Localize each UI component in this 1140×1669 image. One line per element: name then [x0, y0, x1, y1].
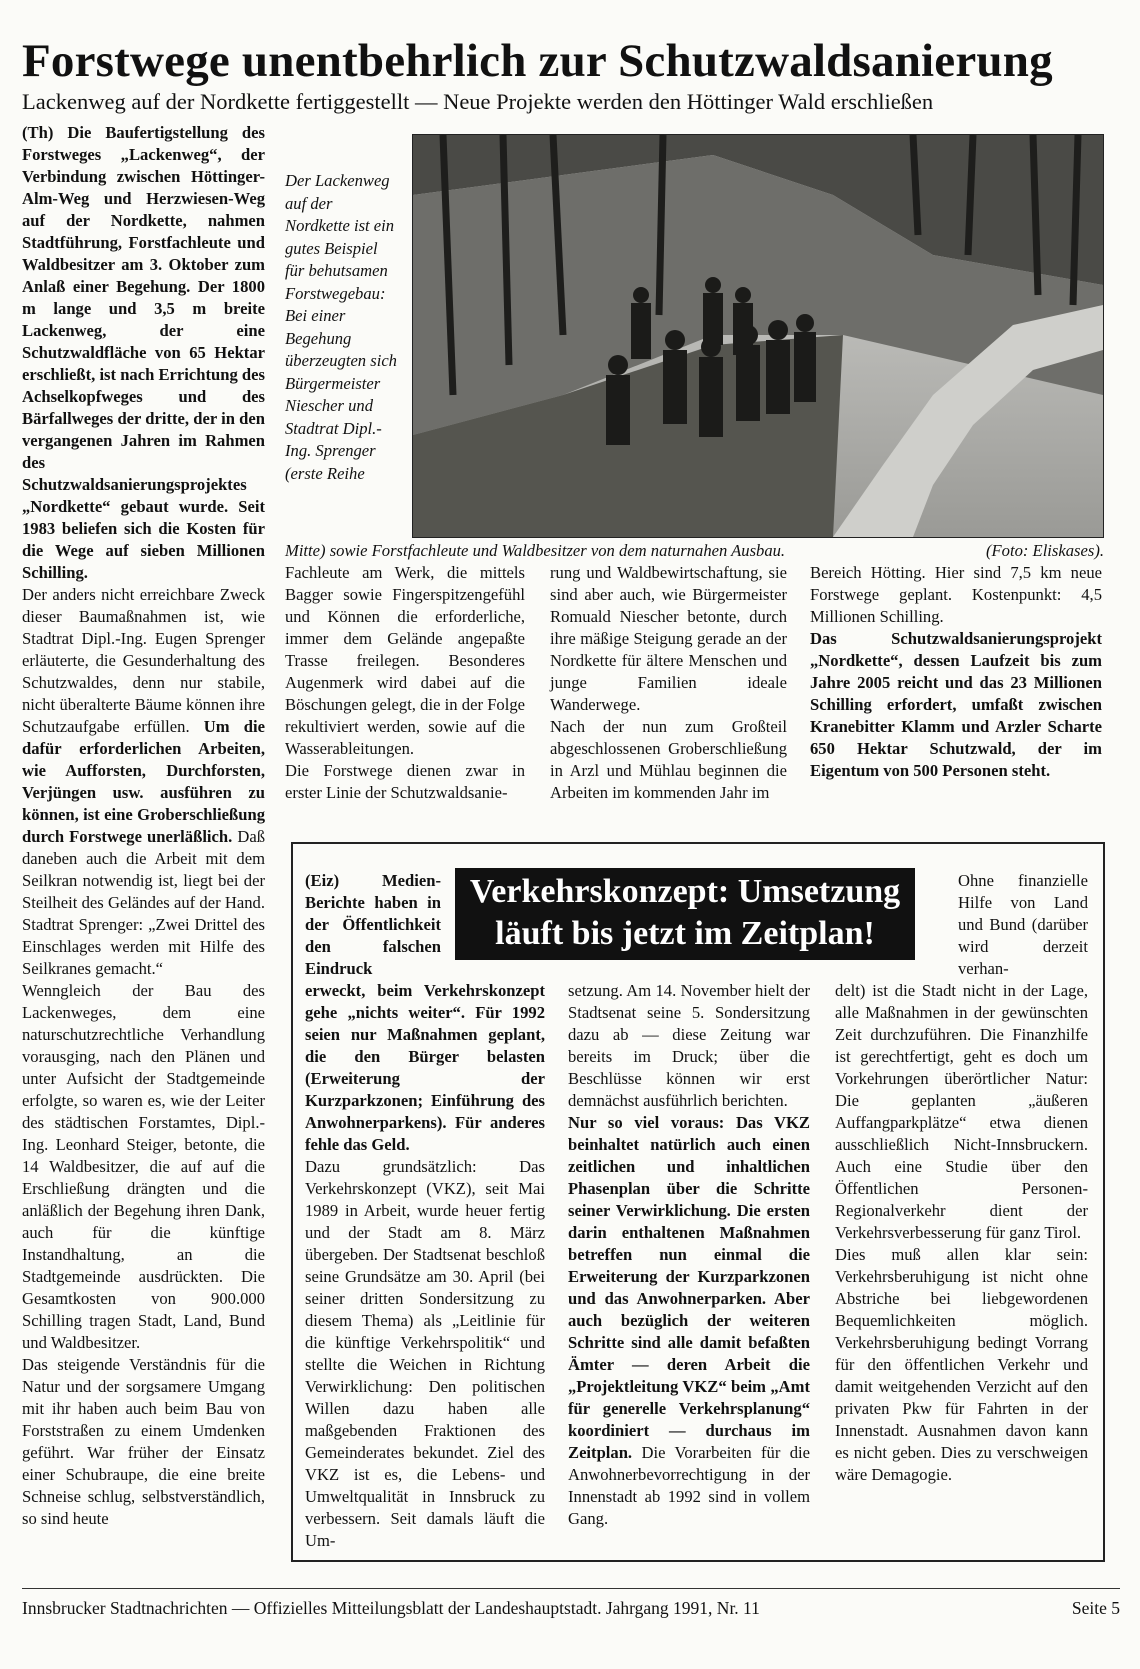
column-2 [285, 562, 525, 804]
traffic-concept-banner [455, 868, 915, 960]
banner-line-1: Verkehrskonzept: Umsetzung [469, 873, 901, 910]
photo-caption-side: Der Lackenweg auf der Nordkette ist ein gutes Beispiel für behutsamen Forstwegebau: Bei einer Begehung überzeugten sich Bürgermeister Niescher und Stadtrat Dipl.-Ing. Sprenger (erste Reihe [285, 171, 397, 483]
col2-paragraph-1: Fachleute am Werk, die mittels Bagger sowie Fingerspitzengefühl und Können die erforderliche, immer dem Gelände angepaßte Trasse freilegen. Besonderes Augenmerk wird dabei auf die Böschungen gelegt, die in der Folge rekultiviert werden, sowie auf die Wasserableitungen. [285, 563, 525, 758]
footer [22, 1598, 1120, 1619]
col4-paragraph-2: Das Schutzwaldsanierungsprojekt „Nordkette“, dessen Laufzeit bis zum Jahre 2005 reicht und das 23 Millionen Schilling erfordert, umfaßt zwischen Kranebitter Klamm und Arzler Scharte 650 Hektar Schutzwald, der im Eigentum von 500 Personen steht. [810, 629, 1102, 780]
box-column-1 [305, 980, 545, 1552]
headline: Forstwege unentbehrlich zur Schutzwaldsanierung [22, 35, 1053, 87]
column-1 [22, 122, 265, 1530]
photo-illustration [413, 135, 1103, 537]
subheadline: Lackenweg auf der Nordkette fertiggestellt — Neue Projekte werden den Höttinger Wald erschließen [22, 89, 934, 114]
box-col3-paragraph-2: Dies muß allen klar sein: Verkehrsberuhigung ist nicht ohne Abstriche bei liebgewordenen Bequemlichkeiten möglich. Verkehrsberuhigung bedingt Vorrang für den öffentlichen Verkehr und damit weitgehenden Verzicht auf den privaten Pkw für Fahrten in der Innenstadt. Ausnahmen davon kann es nicht geben. Dies zu verschweigen wäre Demagogie. [835, 1245, 1088, 1484]
footer-publication: Innsbrucker Stadtnachrichten — Offizielles Mitteilungsblatt der Landeshauptstadt. Jahrgang 1991, Nr. 11 [22, 1598, 760, 1618]
box-lead-top: (Eiz) Medien-Berichte haben in der Öffentlichkeit den falschen Eindruck [305, 871, 441, 978]
paragraph-2: Der anders nicht erreichbare Zweck dieser Baumaßnahmen ist, wie Stadtrat Dipl.-Ing. Eugen Sprenger erläuterte, die Gesunderhaltung des Schutzwaldes, denn nur stabile, nicht überalterte Bäume können ihre Schutzaufgabe erfüllen. Um die dafür erforderlichen Arbeiten, wie Aufforsten, Durchforsten, Verjüngen usw. ausführen zu können, ist eine Groberschließung durch Forstwege unerläßlich. Daß daneben auch die Arbeit mit dem Seilkran notwendig ist, liegt bei der Steilheit des Geländes auf der Hand. Stadtrat Sprenger: „Zwei Drittel des Einschlages werden mit Hilfe des Seilkranes gemacht.“ [22, 585, 265, 978]
box-col3-top: Ohne finanzielle Hilfe von Land und Bund (darüber wird derzeit verhan- [958, 871, 1088, 978]
footer-rule [22, 1588, 1120, 1589]
photo-caption-bottom: Mitte) sowie Forstfachleute und Waldbesitzer von dem naturnahen Ausbau. [285, 541, 786, 560]
lead-paragraph: (Th) Die Baufertigstellung des Forstweges „Lackenweg“, der Verbindung zwischen Höttinger-Alm-Weg und Herzwiesen-Weg auf der Nordkette, nahmen Stadtführung, Forstfachleute und Waldbesitzer am 3. Oktober zum Anlaß einer Begehung. Der 1800 m lange und 3,5 m breite Lackenweg, der eine Schutzwaldfläche von 65 Hektar erschließt, ist nach Errichtung des Achselkopfweges und des Bärfallweges der dritte, der in den vergangenen Jahren im Rahmen des Schutzwaldsanierungsprojektes „Nordkette“ gebaut wurde. Seit 1983 beliefen sich die Kosten für die Wege auf sieben Millionen Schilling. [22, 123, 265, 582]
box-column-3 [835, 980, 1088, 1486]
banner-line-2: läuft bis jetzt im Zeitplan! [495, 915, 875, 952]
box-col1-paragraph: Dazu grundsätzlich: Das Verkehrskonzept (VKZ), seit Mai 1989 in Arbeit, wurde heuer fertig und der Stadt am 8. März übergeben. Der Stadtsenat beschloß seine Grundsätze am 30. April (bei seiner dritten Sondersitzung zu diesem Thema) als „Leitlinie für die künftige Verkehrspolitik“ und stellte die Weichen in Richtung Verwirklichung: Den politischen Willen dazu haben alle maßgebenden Fraktionen des Gemeinderates bekundet. Ziel des VKZ ist es, die Lebens- und Umweltqualität in Innsbruck zu verbessern. Seit damals läuft die Um- [305, 1157, 545, 1550]
forest-road-photo [412, 134, 1104, 538]
photo-credit: (Foto: Eliskases). [986, 541, 1104, 560]
col3-paragraph-2: Nach der nun zum Großteil abgeschlossenen Groberschließung in Arzl und Mühlau beginnen die Arbeiten im kommenden Jahr im [550, 717, 787, 802]
box-col2-paragraph-2: Nur so viel voraus: Das VKZ beinhaltet natürlich auch einen zeitlichen und inhaltlichen Phasenplan über die Schritte seiner Verwirklichung. Die ersten darin enthaltenen Maßnahmen betreffen nun einmal die Erweiterung der Kurzparkzonen und das Anwohnerparken. Aber auch bezüglich der weiteren Schritte sind alle damit befaßten Ämter — deren Arbeit die „Projektleitung VKZ“ beim „Amt für generelle Verkehrsplanung“ koordiniert — durchaus im Zeitplan. Die Vorarbeiten für die Anwohnerbevorrechtigung in der Innenstadt ab 1992 sind in vollem Gang. [568, 1113, 811, 1528]
paragraph-4: Das steigende Verständnis für die Natur und der sorgsamere Umgang mit ihr haben auch beim Bau von Forststraßen zu einem Umdenken geführt. War früher der Einsatz einer Schubraupe, die eine breite Schneise schlug, selbstverständlich, so sind heute [22, 1355, 265, 1528]
col3-paragraph-1: rung und Waldbewirtschaftung, sie sind aber auch, wie Bürgermeister Romuald Niescher betonte, durch ihre mäßige Steigung gerade an der Nordkette für ältere Menschen und junge Familien ideale Wanderwege. [550, 563, 787, 714]
paragraph-3: Wenngleich der Bau des Lackenweges, dem eine naturschutzrechtliche Verhandlung vorausging, nach den Plänen und unter Aufsicht der Stadtgemeinde erfolgte, so waren es, wie der Leiter des städtischen Forstamtes, Dipl.-Ing. Leonhard Steiger, betonte, die 14 Waldbesitzer, die auf auf die Erschließung drängten und die anläßlich der Begehung ihren Dank, auch für die künftige Instandhaltung, an die Stadtgemeinde ausdrückten. Die Gesamtkosten von 900.000 Schilling tragen Stadt, Land, Bund und Waldbesitzer. [22, 981, 265, 1352]
box-col3-paragraph-1: delt) ist die Stadt nicht in der Lage, alle Maßnahmen in der gewünschten Zeit durchzuführen. Die Finanzhilfe ist gerechtfertigt, geht es doch um Vorkehrungen überörtlicher Natur: Die geplanten „äußeren Auffangparkplätze“ etwa dienen ausschließlich Nicht-Innsbruckern. Auch eine Studie über den Öffentlichen Personen-Regionalverkehr dient der Verkehrsverbesserung für ganz Tirol. [835, 981, 1088, 1242]
column-4 [810, 562, 1102, 782]
footer-page-number: Seite 5 [1071, 1598, 1120, 1618]
box-lead-rest: erweckt, beim Verkehrskonzept gehe „nichts weiter“. Für 1992 seien nur Maßnahmen geplant, die den Bürger belasten (Erweiterung der Kurzparkzonen; Einführung des Anwohnerparkens). Für anderes fehle das Geld. [305, 981, 545, 1154]
col4-paragraph-1: Bereich Hötting. Hier sind 7,5 km neue Forstwege geplant. Kostenpunkt: 4,5 Millionen Schilling. [810, 563, 1102, 626]
col2-paragraph-2: Die Forstwege dienen zwar in erster Linie der Schutzwaldsanie- [285, 761, 525, 802]
column-3 [550, 562, 787, 804]
box-column-2 [568, 980, 810, 1530]
box-col2-paragraph-1: setzung. Am 14. November hielt der Stadtsenat seine 5. Sondersitzung dazu ab — diese Zeitung war bereits im Druck; über die Beschlüsse können wir erst demnächst ausführlich berichten. [568, 981, 810, 1110]
